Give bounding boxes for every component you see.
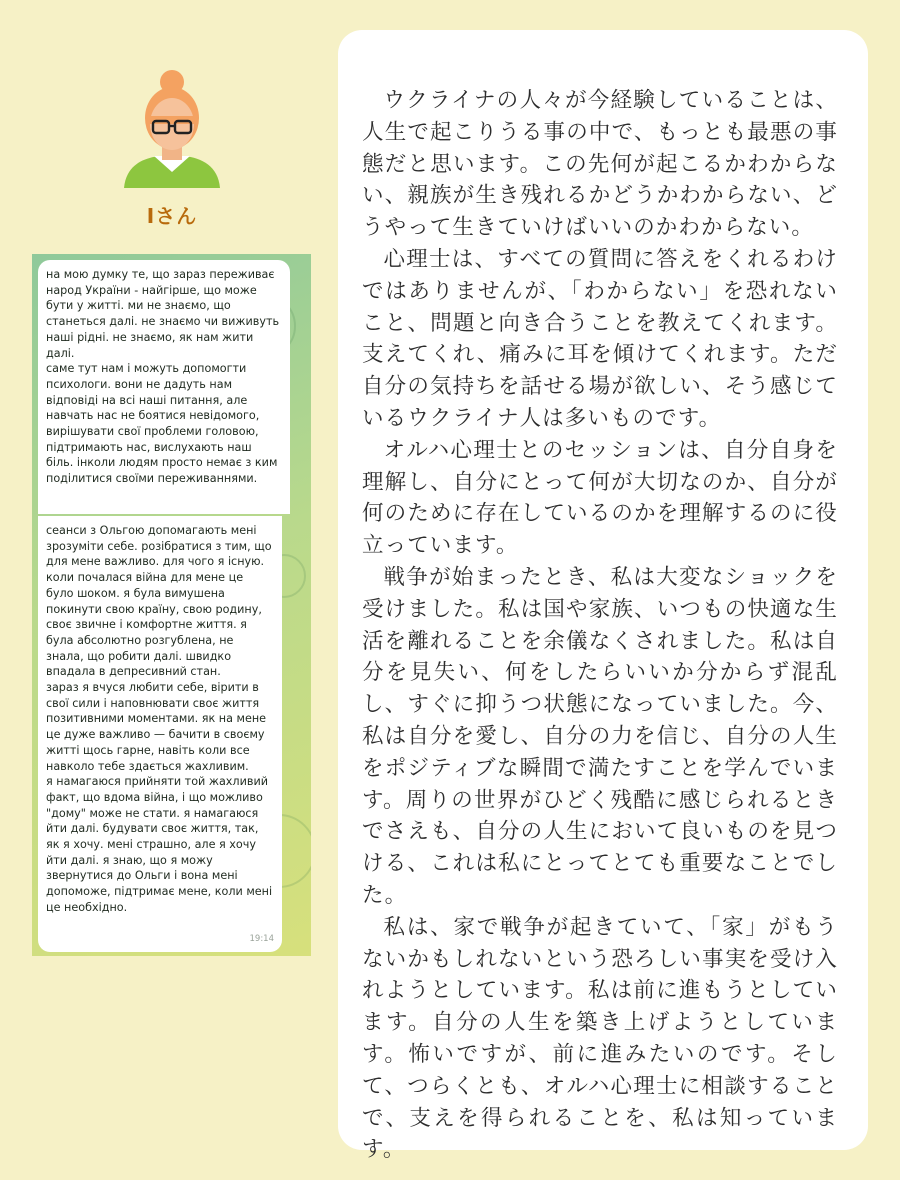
translation-paragraph: ウクライナの人々が今経験していることは、人生で起こりうる事の中で、もっとも最悪の事態だと思います。この先何が起こるかわからない、親族が生き残れるかどうかわからない、どうやって生きていけばいいのかわからない。 [362,88,838,241]
person-name: Iさん [146,204,198,228]
message-timestamp: 19:14 [249,934,274,945]
message-paragraph: я намагаюся прийняти той жахливий факт, що вдома війна, і що можливо "дому" може не стати. я намагаюся йти далі. будувати своє життя, так, як я хочу. мені страшно, але я хочу йти далі. я знаю, що я можу звернутися до Ольги і вона мені допоможе, підтримає мене, коли мені це необхідно. [46,775,273,914]
message-paragraph: на мою думку те, що зараз переживає народ України - найгірше, що може бути у житті. ми не знаємо, що станеться далі. не знаємо чи виживуть наші рідні. не знаємо, як нам жити далі. [46,268,280,360]
translation-paragraph: 心理士は、すべての質問に答えをくれるわけではありませんが、「わからない」を恐れないこと、問題と向き合うことを教えてくれます。支えてくれ、痛みに耳を傾けてくれます。ただ自分の気持ちを話せる場が欲しい、そう感じているウクライナ人は多いものです。 [362,246,838,431]
translation-paragraph: 戦争が始まったとき、私は大変なショックを受けました。私は国や家族、いつもの快適な生活を離れることを余儀なくされました。私は自分を見失い、何をしたらいいか分からず混乱し、すぐに抑うつ状態になっていました。今、私は自分を愛し、自分の力を信じ、自分の人生をポジティブな瞬間で満たすことを学んでいます。周りの世界がひどく残酷に感じられるときでさえも、自分の人生において良いものを見つける、これは私にとってとても重要なことでした。 [362,564,838,908]
translation-paragraph: 私は、家で戦争が起きていて、「家」がもうないかもしれないという恐ろしい事実を受け入れようとしています。私は前に進もうとしています。自分の人生を築き上げようとしています。怖いですが、前に進みたいのです。そして、つらくとも、オルハ心理士に相談することで、支えを得られることを、私は知っています。 [362,914,838,1163]
chat-message [38,260,290,514]
message-paragraph: саме тут нам і можуть допомогти психологи. вони не дадуть нам відповіді на всі наші питання, але навчать нас не боятися невідомого, вирішувати свої проблеми головою, підтримають нас, вислухають наш біль. інколи людям просто немає з ким поділитися своїми переживаннями. [46,362,278,486]
message-paragraph: зараз я вчуся любити себе, вірити в свої сили і наповнювати своє життя позитивними моментами. як на мене це дуже важливо — бачити в своєму житті щось гарне, навіть коли все навколо тебе здається жахливим. [46,681,267,773]
chat-screenshot [32,254,311,956]
translation-paragraph: オルハ心理士とのセッションは、自分自身を理解し、自分にとって何が大切なのか、自分が何のために存在しているのかを理解するのに役立っています。 [362,437,838,559]
person-glasses-icon [120,68,224,188]
message-paragraph: сеанси з Ольгою допомагають мені зрозуміти себе. розібратися з тим, що для мене важливо. для чого я існую. коли почалася війна для мене це було шоком. я була вимушена покинути свою країну, свою родину, своє звичне і комфортне життя. я була абсолютно розгублена, не знала, що робити далі. швидко впадала в депресивний стан. [46,524,272,679]
translation-card [338,30,868,1163]
chat-message [38,516,282,952]
